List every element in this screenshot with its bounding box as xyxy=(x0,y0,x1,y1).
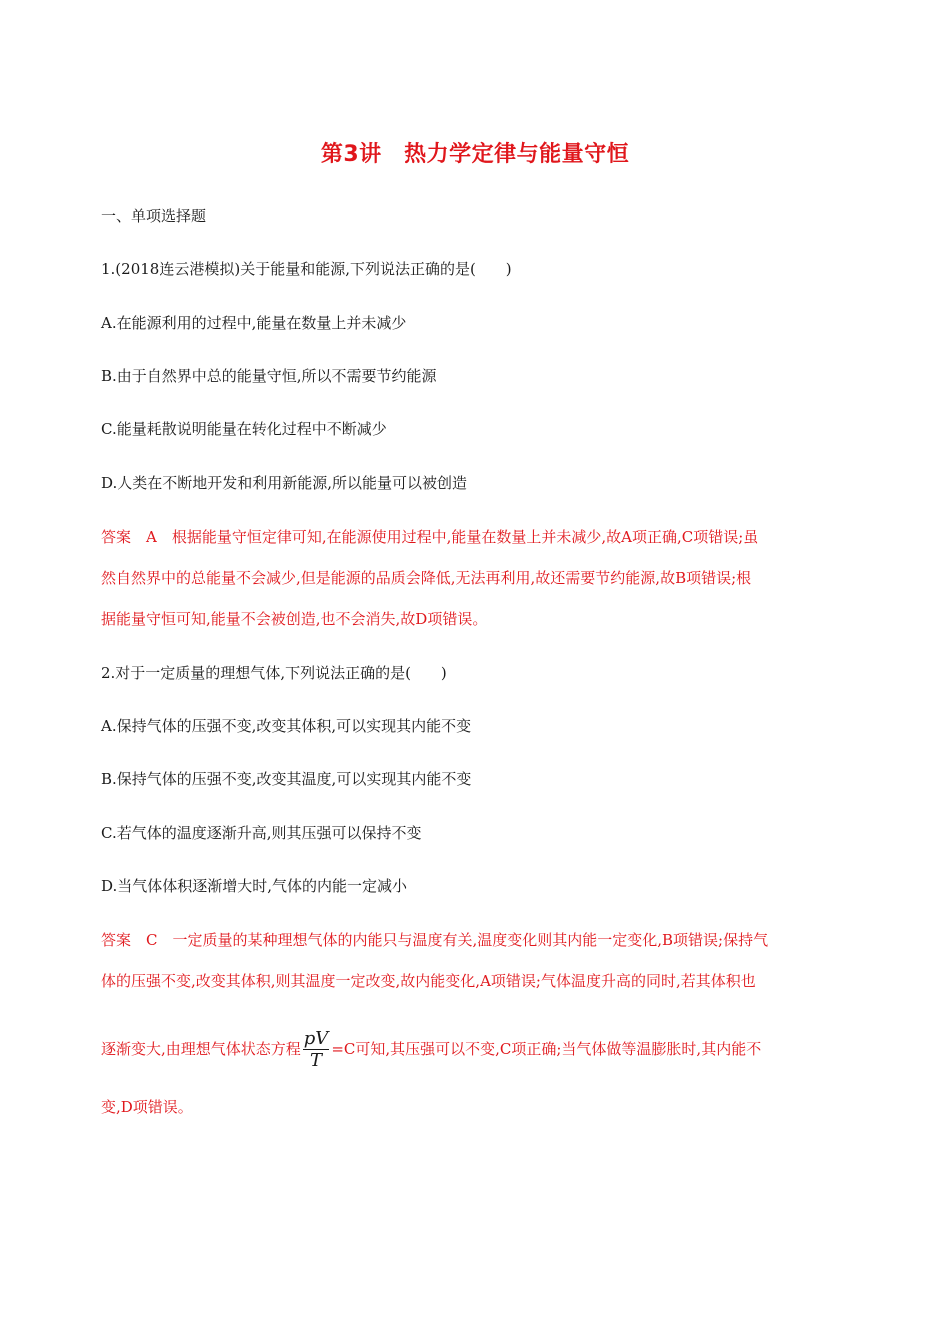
question-2-answer-line: 变,D项错误。 xyxy=(101,1098,193,1116)
question-2-stem: 2.对于一定质量的理想气体,下列说法正确的是( ) xyxy=(101,664,447,682)
question-2-option-d: D.当气体体积逐渐增大时,气体的内能一定减小 xyxy=(101,877,408,895)
question-1-stem: 1.(2018连云港模拟)关于能量和能源,下列说法正确的是( ) xyxy=(101,260,512,278)
question-1-answer-line: 然自然界中的总能量不会减少,但是能源的品质会降低,无法再利用,故还需要节约能源,故B项错误;根 xyxy=(101,569,752,587)
question-2-option-a: A.保持气体的压强不变,改变其体积,可以实现其内能不变 xyxy=(101,717,472,735)
question-2-answer-formula-line xyxy=(101,1030,761,1070)
question-2-answer-line: 体的压强不变,改变其体积,则其温度一定改变,故内能变化,A项错误;气体温度升高的同时,若其体积也 xyxy=(101,972,756,990)
formula-numerator: pV xyxy=(303,1028,329,1049)
question-2-answer-line: 答案 C 一定质量的某种理想气体的内能只与温度有关,温度变化则其内能一定变化,B项错误;保持气 xyxy=(101,931,769,949)
question-1-answer-line: 答案 A 根据能量守恒定律可知,在能源使用过程中,能量在数量上并未减少,故A项正确,C项错误;虽 xyxy=(101,528,759,546)
question-1-answer-line: 据能量守恒可知,能量不会被创造,也不会消失,故D项错误。 xyxy=(101,610,488,628)
ideal-gas-formula xyxy=(303,1030,330,1070)
question-1-option-b: B.由于自然界中总的能量守恒,所以不需要节约能源 xyxy=(101,367,437,385)
question-1-option-c: C.能量耗散说明能量在转化过程中不断减少 xyxy=(101,420,387,438)
answer-text-before-formula: 逐渐变大,由理想气体状态方程 xyxy=(101,1040,301,1058)
question-2-option-b: B.保持气体的压强不变,改变其温度,可以实现其内能不变 xyxy=(101,770,472,788)
section-heading: 一、单项选择题 xyxy=(101,207,207,225)
question-1-option-d: D.人类在不断地开发和利用新能源,所以能量可以被创造 xyxy=(101,474,468,492)
page-title: 第3讲 热力学定律与能量守恒 xyxy=(320,142,630,167)
formula-denominator: T xyxy=(310,1050,323,1071)
question-1-option-a: A.在能源利用的过程中,能量在数量上并未减少 xyxy=(101,314,407,332)
question-2-option-c: C.若气体的温度逐渐升高,则其压强可以保持不变 xyxy=(101,824,422,842)
answer-text-after-formula: =C可知,其压强可以不变,C项正确;当气体做等温膨胀时,其内能不 xyxy=(331,1040,762,1058)
